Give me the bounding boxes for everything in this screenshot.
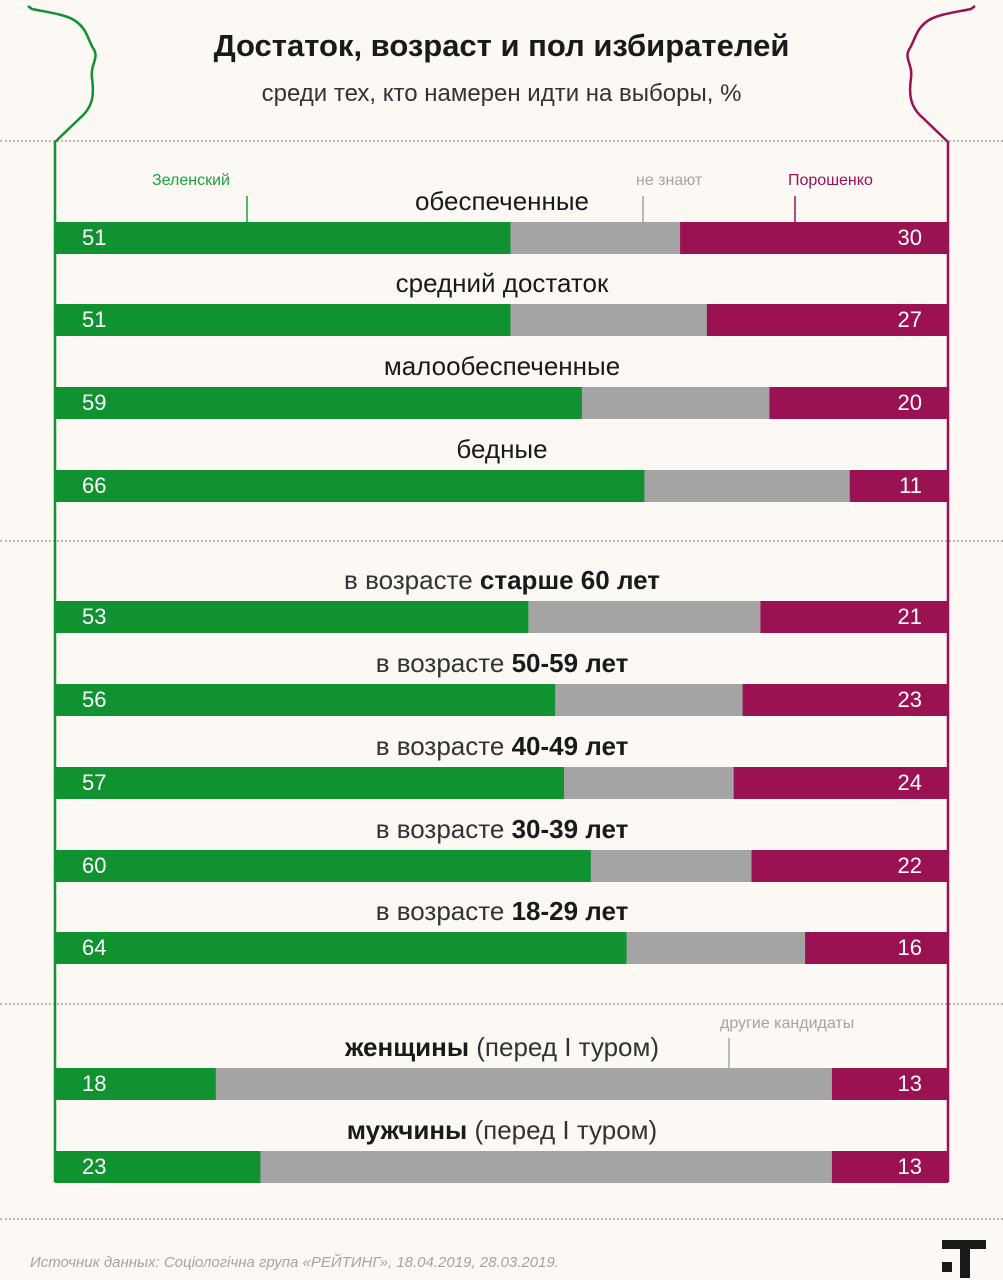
value-label-poroshenko: 20 [897, 390, 922, 415]
category-label-suffix: (перед I туром) [469, 1032, 660, 1062]
category-label-prefix: в возрасте [375, 731, 512, 761]
category-label-prefix: в возрасте [375, 648, 512, 678]
bar-zelensky [55, 304, 510, 336]
category-label-prefix: в возрасте [375, 896, 512, 926]
value-label-poroshenko: 23 [897, 687, 922, 712]
category-label-suffix: (перед I туром) [467, 1115, 658, 1145]
bar-zelensky [55, 684, 555, 716]
value-label-zelensky: 64 [82, 935, 107, 960]
bar-zelensky [55, 932, 627, 964]
bar-zelensky [55, 1068, 216, 1100]
value-label-poroshenko: 13 [897, 1154, 922, 1179]
category-label-main: 50-59 лет [511, 648, 629, 678]
category-label-main: обеспеченные [414, 186, 590, 216]
category-label [55, 731, 949, 762]
category-label [55, 351, 949, 382]
category-label [55, 1032, 949, 1063]
value-label-poroshenko: 13 [897, 1071, 922, 1096]
value-label-zelensky: 56 [82, 687, 107, 712]
value-label-zelensky: 23 [82, 1154, 107, 1179]
category-label [55, 896, 949, 927]
source-note: Источник данных: Соціологічна група «РЕЙТИНГ», 18.04.2019, 28.03.2019. [30, 1254, 559, 1271]
legend-zelensky: Зеленский [152, 172, 230, 189]
category-label-main: бедные [456, 434, 548, 464]
category-label [55, 565, 949, 596]
category-label [55, 186, 949, 217]
value-label-poroshenko: 16 [897, 935, 922, 960]
bar-poroshenko [832, 1151, 948, 1183]
category-label [55, 434, 949, 465]
category-label [55, 1115, 949, 1146]
value-label-zelensky: 18 [82, 1071, 107, 1096]
category-label-main: женщины [344, 1032, 470, 1062]
category-label-main: 18-29 лет [511, 896, 629, 926]
category-label-prefix: в возрасте [344, 565, 480, 595]
category-label-main: старше 60 лет [479, 565, 660, 595]
bar-poroshenko [832, 1068, 948, 1100]
value-label-zelensky: 57 [82, 770, 107, 795]
bar-zelensky [55, 470, 644, 502]
value-label-poroshenko: 22 [897, 853, 922, 878]
category-label-main: 30-39 лет [511, 814, 629, 844]
value-label-zelensky: 66 [82, 473, 107, 498]
category-label-main: малообеспеченные [383, 351, 621, 381]
chart-subtitle: среди тех, кто намерен идти на выборы, % [261, 80, 742, 107]
value-label-poroshenko: 24 [897, 770, 922, 795]
category-label-main: 40-49 лет [511, 731, 629, 761]
bar-zelensky [55, 767, 564, 799]
bar-zelensky [55, 387, 582, 419]
category-label-main: средний достаток [395, 268, 609, 298]
value-label-zelensky: 59 [82, 390, 107, 415]
value-label-zelensky: 53 [82, 604, 107, 629]
bar-zelensky [55, 850, 591, 882]
category-label-prefix: в возрасте [375, 814, 512, 844]
category-label [55, 648, 949, 679]
legend-unknown: не знают [636, 172, 703, 189]
value-label-zelensky: 60 [82, 853, 107, 878]
bar-zelensky [55, 222, 510, 254]
value-label-poroshenko: 27 [897, 307, 922, 332]
category-label [55, 268, 949, 299]
bar-poroshenko [805, 932, 948, 964]
value-label-zelensky: 51 [82, 225, 107, 250]
legend-poroshenko: Порошенко [788, 172, 873, 189]
legend-other-candidates: другие кандидаты [720, 1015, 855, 1032]
value-label-poroshenko: 21 [897, 604, 922, 629]
bar-zelensky [55, 601, 528, 633]
category-label-main: мужчины [346, 1115, 468, 1145]
chart-title: Достаток, возраст и пол избирателей [213, 28, 790, 63]
value-label-poroshenko: 11 [899, 473, 922, 498]
category-label [55, 814, 949, 845]
value-label-zelensky: 51 [82, 307, 107, 332]
value-label-poroshenko: 30 [897, 225, 922, 250]
